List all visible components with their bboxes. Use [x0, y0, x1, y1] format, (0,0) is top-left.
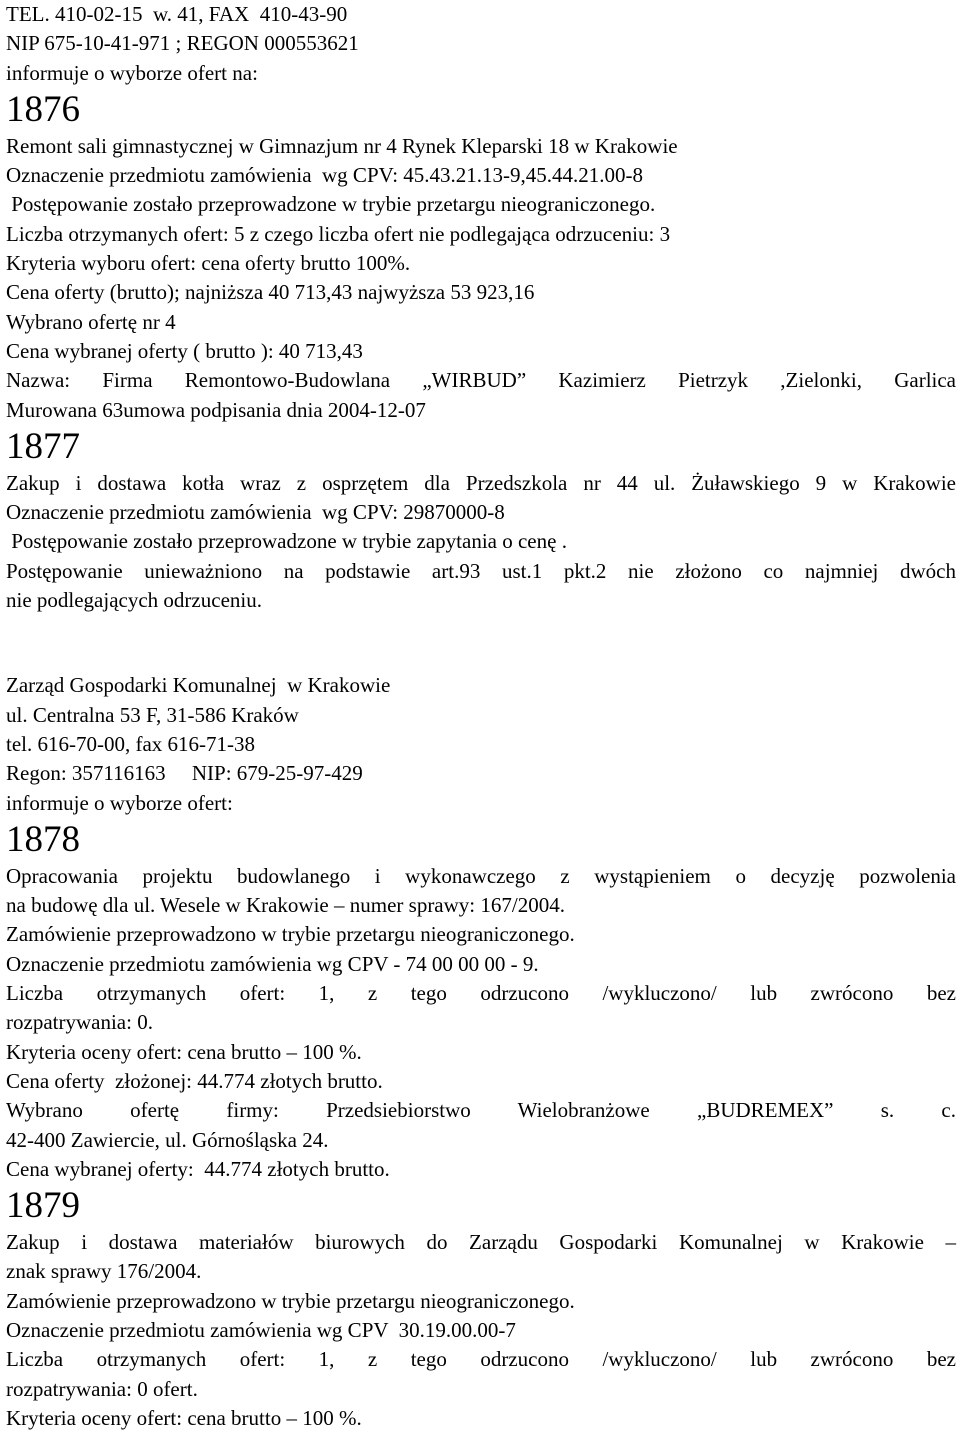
org-phone: tel. 616-70-00, fax 616-71-38 [6, 731, 256, 756]
tender-1877-annulment: Postępowanie unieważniono na podstawie art.93 ust.1 pkt.2 nie złożono co najmniej dwóch [6, 558, 956, 583]
tender-1879-title: Zakup i dostawa materiałów biurowych do Zarządu Gospodarki Komunalnej w Krakowie – [6, 1230, 956, 1255]
header-nip-regon-line: NIP 675-10-41-971 ; REGON 000553621 [6, 31, 359, 56]
tender-1876-contractor-name: Nazwa: Firma Remontowo-Budowlana „WIRBUD” Kazimierz Pietrzyk ,Zielonki, Garlica [6, 368, 956, 393]
org-name: Zarząd Gospodarki Komunalnej w Krakowie [6, 673, 391, 698]
tender-number-1878: 1878 [6, 818, 80, 860]
tender-1878-selected-firm: Wybrano ofertę firmy: Przedsiebiorstwo Wielobranżowe „BUDREMEX” s. c. [6, 1098, 956, 1123]
tender-1878-selected-price: Cena wybranej oferty: 44.774 złotych brutto. [6, 1156, 390, 1181]
tender-1877-cpv: Oznaczenie przedmiotu zamówienia wg CPV: 29870000-8 [6, 500, 505, 525]
tender-number-1876: 1876 [6, 88, 80, 130]
tender-1878-offers-count-cont: rozpatrywania: 0. [6, 1010, 153, 1035]
tender-1876-title: Remont sali gimnastycznej w Gimnazjum nr 4 Rynek Kleparski 18 w Krakowie [6, 133, 678, 158]
tender-1879-case-number: znak sprawy 176/2004. [6, 1259, 202, 1284]
tender-1879-criteria: Kryteria oceny ofert: cena brutto – 100 %. [6, 1405, 362, 1430]
tender-1878-cpv: Oznaczenie przedmiotu zamówienia wg CPV - 74 00 00 00 - 9. [6, 951, 539, 976]
tender-1877-title: Zakup i dostawa kotła wraz z osprzętem dla Przedszkola nr 44 ul. Żuławskiego 9 w Krakowie [6, 470, 956, 495]
tender-number-1877: 1877 [6, 425, 80, 467]
org-address: ul. Centralna 53 F, 31-586 Kraków [6, 702, 299, 727]
tender-1876-procedure: Postępowanie zostało przeprowadzone w trybie przetargu nieograniczonego. [6, 192, 656, 217]
header-intro-line: informuje o wyborze ofert na: [6, 60, 258, 85]
tender-1876-cpv: Oznaczenie przedmiotu zamówienia wg CPV: 45.43.21.13-9,45.44.21.00-8 [6, 163, 644, 188]
tender-1878-offers-count: Liczba otrzymanych ofert: 1, z tego odrzucono /wykluczono/ lub zwrócono bez [6, 981, 956, 1006]
tender-1879-procedure: Zamówienie przeprowadzono w trybie przetargu nieograniczonego. [6, 1288, 575, 1313]
tender-1878-title: Opracowania projektu budowlanego i wykonawczego z wystąpieniem o decyzję pozwolenia [6, 863, 956, 888]
tender-1877-procedure: Postępowanie zostało przeprowadzone w trybie zapytania o cenę . [6, 529, 567, 554]
tender-1876-criteria: Kryteria wyboru ofert: cena oferty brutto 100%. [6, 251, 411, 276]
tender-1876-selected-offer: Wybrano ofertę nr 4 [6, 309, 176, 334]
tender-1878-selected-firm-address: 42-400 Zawiercie, ul. Górnośląska 24. [6, 1127, 329, 1152]
tender-1876-contract-date: Murowana 63umowa podpisania dnia 2004-12-07 [6, 397, 426, 422]
tender-1878-offer-price: Cena oferty złożonej: 44.774 złotych brutto. [6, 1068, 383, 1093]
tender-1877-annulment-cont: nie podlegających odrzuceniu. [6, 588, 262, 613]
tender-1878-criteria: Kryteria oceny ofert: cena brutto – 100 %. [6, 1039, 362, 1064]
tender-1878-title-cont: na budowę dla ul. Wesele w Krakowie – numer sprawy: 167/2004. [6, 893, 565, 918]
tender-1879-cpv: Oznaczenie przedmiotu zamówienia wg CPV 30.19.00.00-7 [6, 1317, 516, 1342]
tender-1876-price-range: Cena oferty (brutto); najniższa 40 713,43 najwyższa 53 923,16 [6, 280, 535, 305]
org-intro-line: informuje o wyborze ofert: [6, 790, 233, 815]
tender-1876-selected-price: Cena wybranej oferty ( brutto ): 40 713,43 [6, 338, 363, 363]
tender-1876-offers-count: Liczba otrzymanych ofert: 5 z czego liczba ofert nie podlegająca odrzuceniu: 3 [6, 221, 671, 246]
tender-number-1879: 1879 [6, 1185, 80, 1227]
document-page [6, 0, 956, 1433]
section-spacer [6, 615, 956, 671]
tender-1878-procedure: Zamówienie przeprowadzono w trybie przetargu nieograniczonego. [6, 922, 575, 947]
header-phone-line: TEL. 410-02-15 w. 41, FAX 410-43-90 [6, 2, 348, 26]
org-regon-nip: Regon: 357116163 NIP: 679-25-97-429 [6, 761, 363, 786]
tender-1879-offers-count: Liczba otrzymanych ofert: 1, z tego odrzucono /wykluczono/ lub zwrócono bez [6, 1347, 956, 1372]
tender-1879-offers-count-cont: rozpatrywania: 0 ofert. [6, 1376, 198, 1401]
